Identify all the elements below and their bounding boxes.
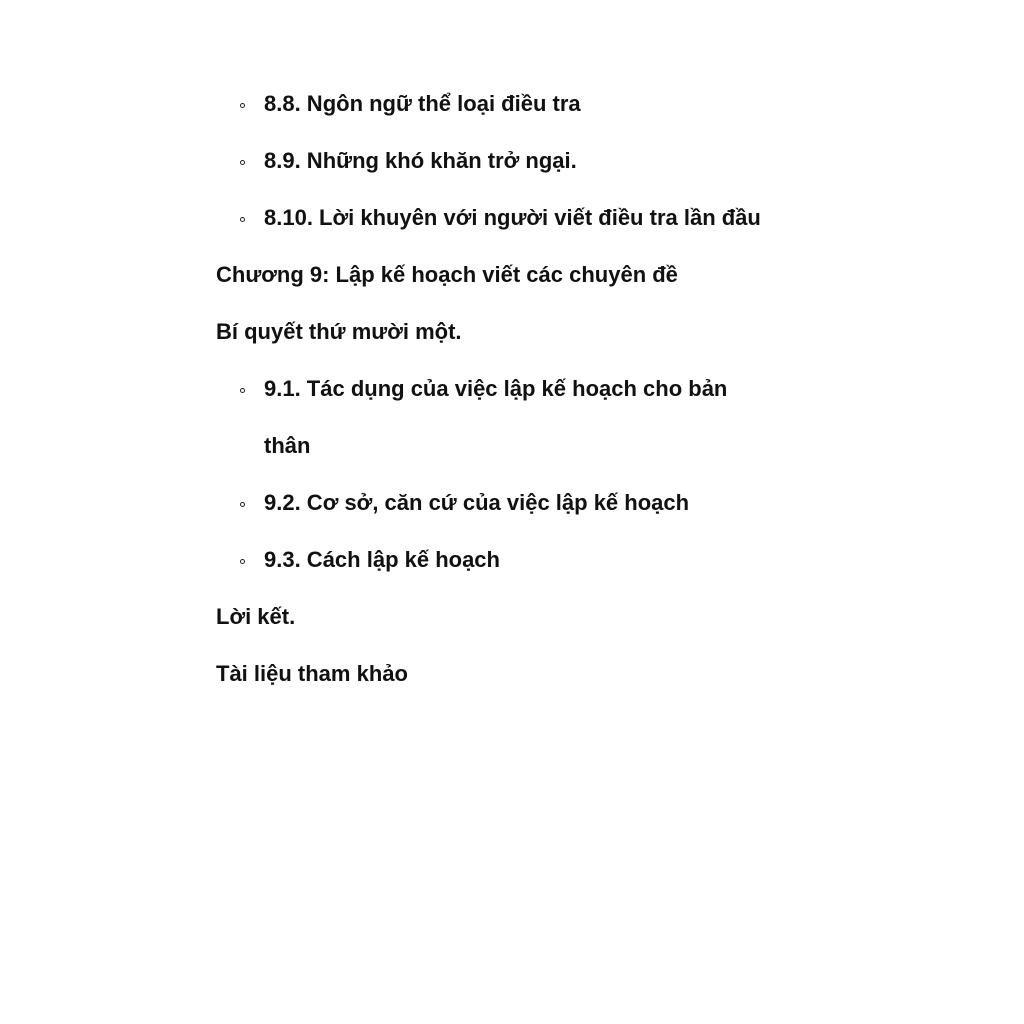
toc-item-8-10[interactable]	[216, 198, 916, 255]
bullet-icon	[240, 388, 245, 393]
toc-item-9-1[interactable]	[216, 369, 916, 426]
toc-item-9-1-continuation[interactable]	[216, 426, 916, 483]
toc-item-label: Tài liệu tham khảo	[216, 661, 408, 686]
toc-secret-eleven[interactable]	[216, 312, 916, 369]
toc-references[interactable]	[216, 654, 916, 711]
toc-item-label: 9.1. Tác dụng của việc lập kế hoạch cho bản	[264, 376, 728, 401]
toc-item-label: Lời kết.	[216, 604, 296, 629]
toc-item-8-8[interactable]	[216, 84, 916, 141]
toc-item-label: 9.2. Cơ sở, căn cứ của việc lập kế hoạch	[264, 490, 690, 515]
toc-conclusion[interactable]	[216, 597, 916, 654]
toc-item-label: Chương 9: Lập kế hoạch viết các chuyên đề	[216, 262, 678, 287]
toc-item-8-9[interactable]	[216, 141, 916, 198]
bullet-icon	[240, 217, 245, 222]
toc-item-label: 9.3. Cách lập kế hoạch	[264, 547, 500, 572]
bullet-icon	[240, 559, 245, 564]
bullet-icon	[240, 103, 245, 108]
bullet-icon	[240, 502, 245, 507]
toc-item-label: 8.8. Ngôn ngữ thể loại điều tra	[264, 91, 581, 116]
toc-chapter-9[interactable]	[216, 255, 916, 312]
toc-item-label: 8.9. Những khó khăn trở ngại.	[264, 148, 577, 173]
table-of-contents	[216, 84, 916, 711]
toc-item-9-3[interactable]	[216, 540, 916, 597]
toc-item-label: Bí quyết thứ mười một.	[216, 319, 462, 344]
toc-item-label: thân	[264, 433, 311, 458]
toc-item-9-2[interactable]	[216, 483, 916, 540]
bullet-icon	[240, 160, 245, 165]
toc-item-label: 8.10. Lời khuyên với người viết điều tra lần đầu	[264, 205, 761, 230]
